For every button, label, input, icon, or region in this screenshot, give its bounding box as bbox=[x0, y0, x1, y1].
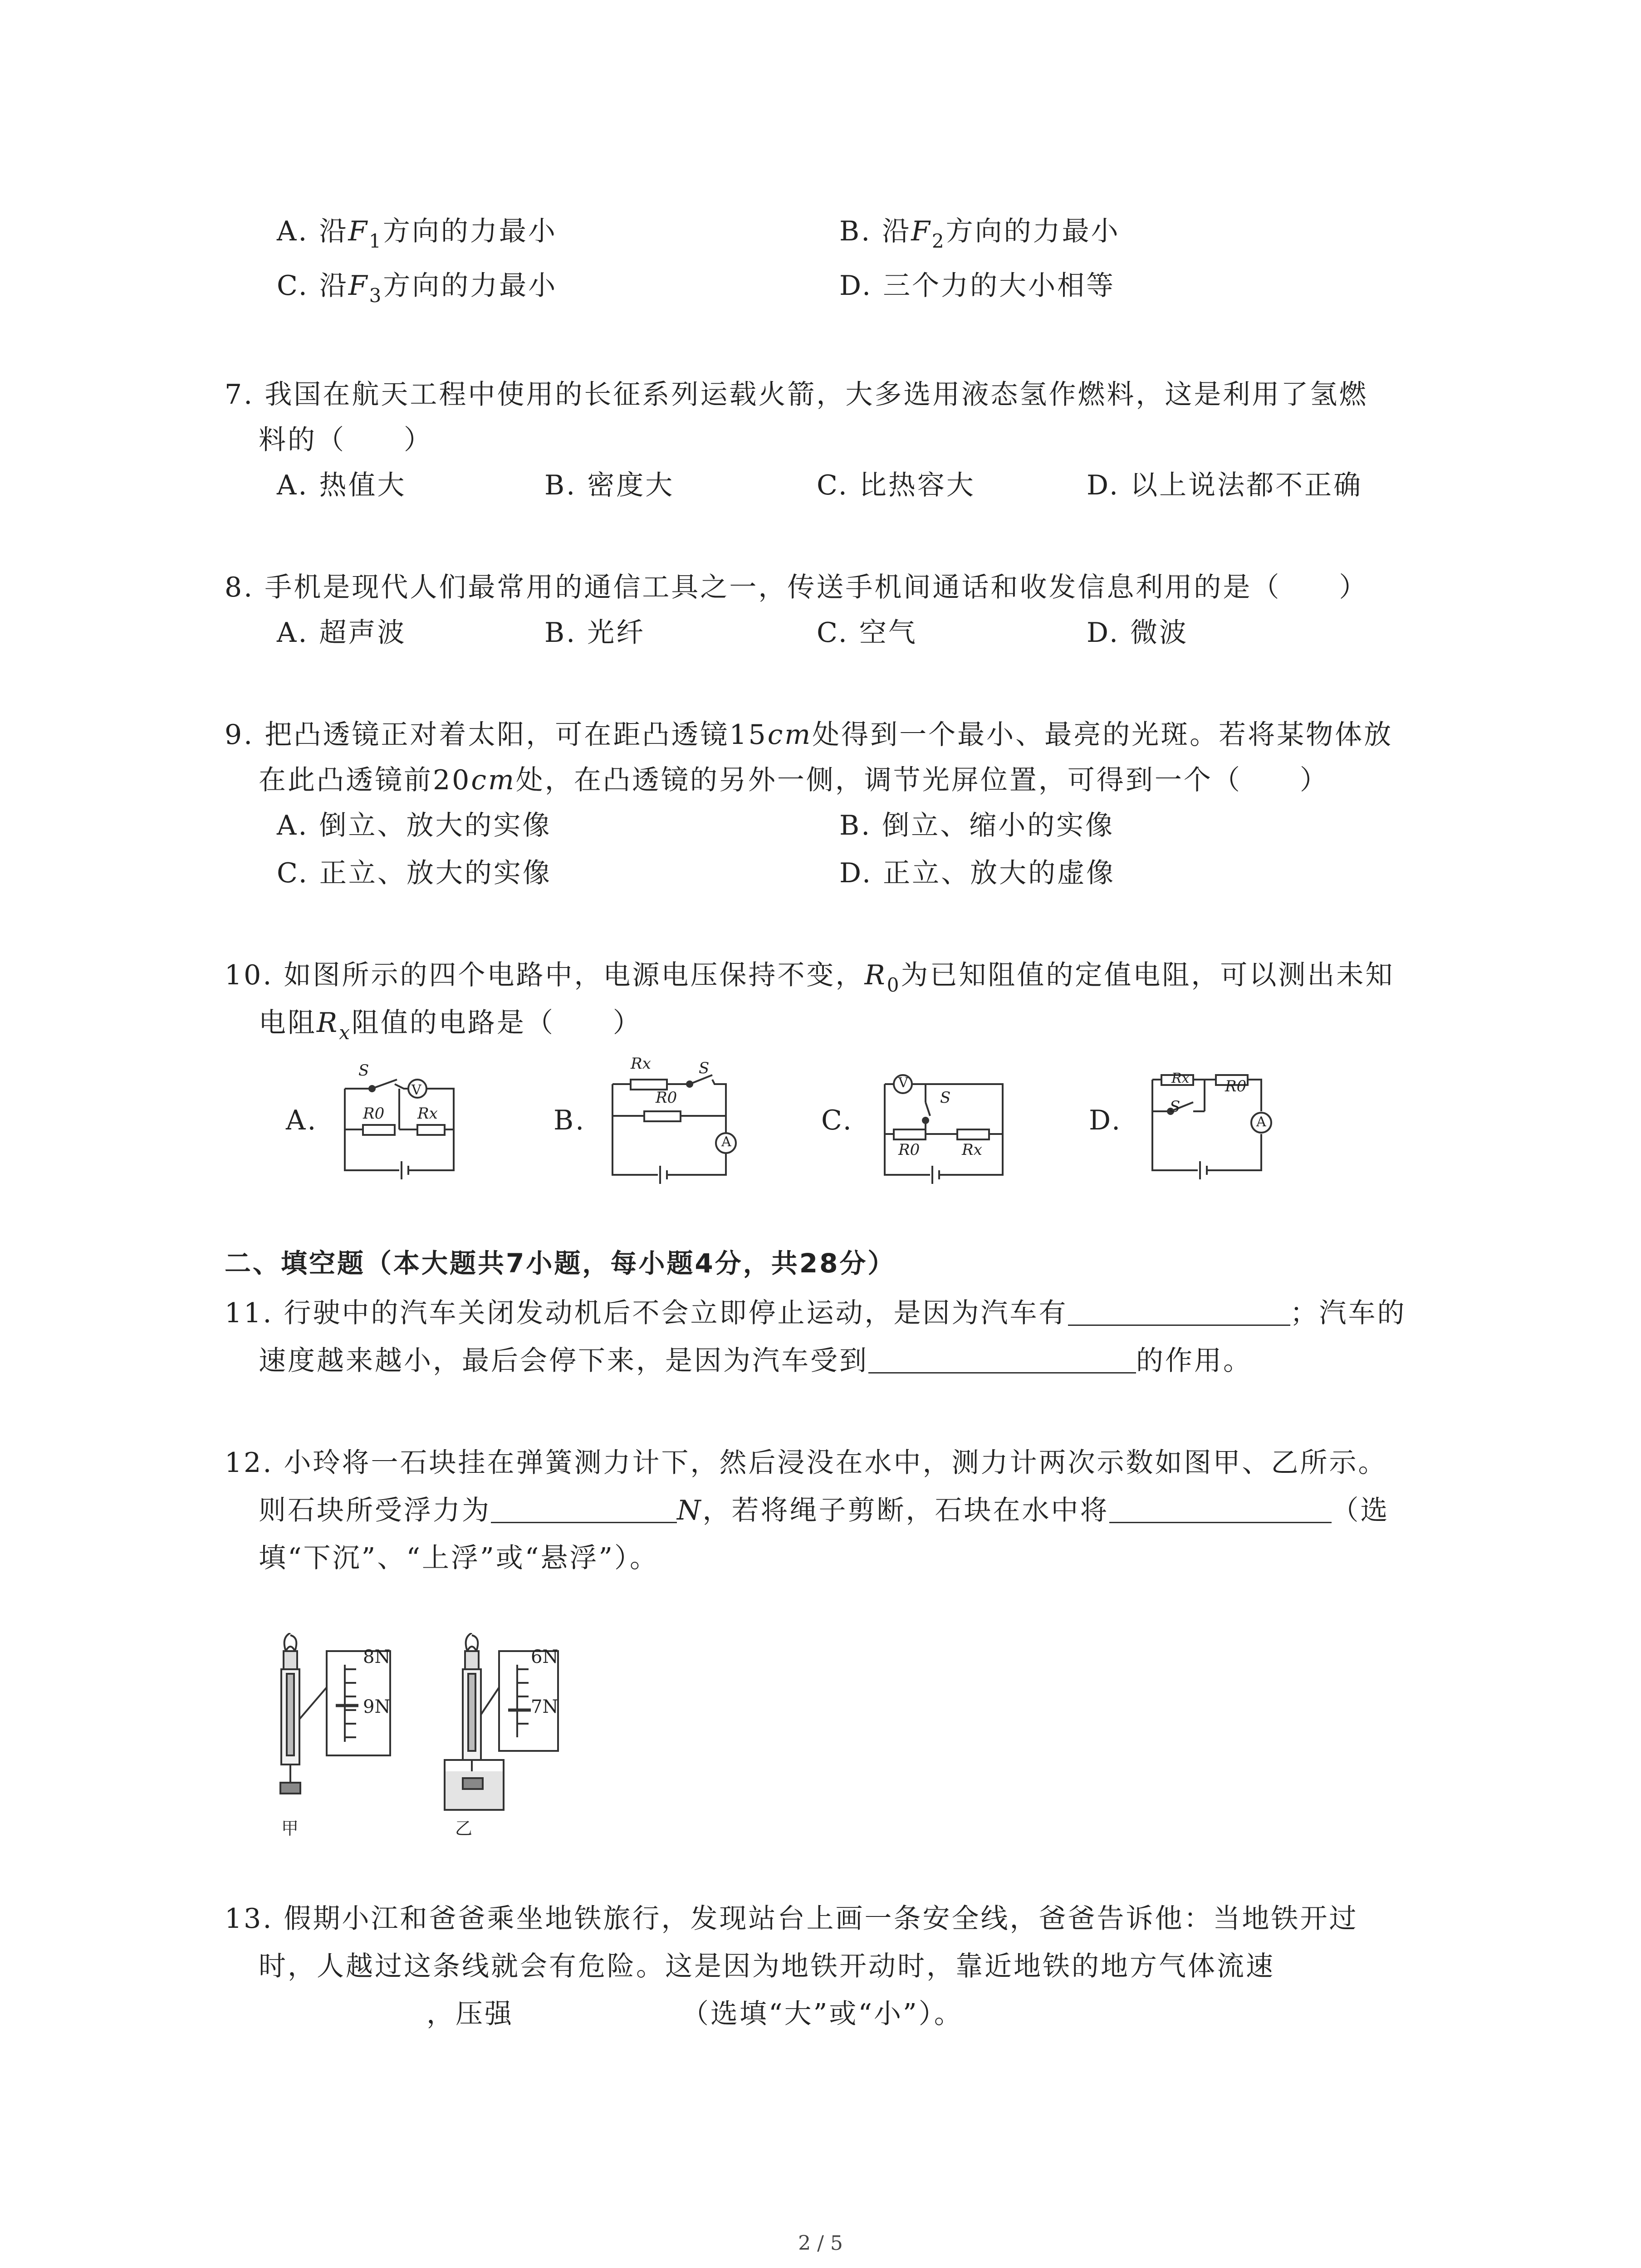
q12-blank-1[interactable] bbox=[491, 1495, 677, 1523]
q13-stem-line2: 时，人越过这条线就会有危险。这是因为地铁开动时，靠近地铁的地方气体流速 bbox=[259, 1950, 1275, 1982]
circuit-a-r0-label: R0 bbox=[363, 1105, 385, 1123]
q10-stem-line2: 电阻$R_x$阻值的电路是（ ） bbox=[259, 1007, 642, 1044]
q7-stem-line1: 7. 我国在航天工程中使用的长征系列运载火箭，大多选用液态氢作燃料，这是利用了氢燃 bbox=[225, 379, 1368, 411]
q9-option-a: A. 倒立、放大的实像 bbox=[277, 810, 552, 841]
q12-stem-line2: 则石块所受浮力为 N，若将绳子剪断，石块在水中将 （选 bbox=[259, 1495, 1390, 1526]
circuit-d-rx-label: Rx bbox=[1171, 1070, 1190, 1086]
q12-jia-bottom-reading: 9N bbox=[363, 1696, 391, 1717]
circuit-c-r0-label: R0 bbox=[898, 1141, 920, 1159]
q12-figure-jia-label: 甲 bbox=[281, 1818, 299, 1838]
q10-option-d-label: D. bbox=[1089, 1105, 1122, 1136]
circuit-c-voltmeter-label: V bbox=[898, 1075, 908, 1091]
q11-stem-line1: 11. 行驶中的汽车关闭发动机后不会立即停止运动，是因为汽车有 ；汽车的 bbox=[225, 1297, 1406, 1329]
circuit-a-voltmeter-label: V bbox=[411, 1082, 421, 1098]
q7-stem-line2: 料的（ ） bbox=[259, 424, 433, 456]
q7-option-a: A. 热值大 bbox=[277, 469, 407, 501]
q13-stem-line3: ，压强 （选填“大”或“小”）。 bbox=[426, 1998, 963, 2030]
q12-stem-line3: 填“下沉”、“上浮”或“悬浮”）。 bbox=[259, 1542, 659, 1574]
q7-option-c: C. 比热容大 bbox=[817, 469, 975, 501]
q12-blank-2[interactable] bbox=[1109, 1495, 1332, 1523]
q9-option-b: B. 倒立、缩小的实像 bbox=[839, 810, 1115, 841]
q9-option-c: C. 正立、放大的实像 bbox=[277, 857, 552, 889]
q8-option-c: C. 空气 bbox=[817, 617, 917, 649]
circuit-b-r0-label: R0 bbox=[656, 1089, 677, 1107]
q9-option-d: D. 正立、放大的虚像 bbox=[839, 857, 1116, 889]
q10-option-c-label: C. bbox=[821, 1105, 853, 1136]
q7-option-b: B. 密度大 bbox=[544, 469, 675, 501]
q11-blank-1[interactable] bbox=[1068, 1297, 1290, 1326]
page-number: 2 / 5 bbox=[798, 2232, 843, 2255]
q10-option-b-label: B. bbox=[554, 1105, 586, 1136]
q6-option-a: A. 沿$F_1$方向的力最小 bbox=[277, 215, 557, 252]
q6-option-d: D. 三个力的大小相等 bbox=[839, 270, 1116, 302]
circuit-c-switch-label: S bbox=[940, 1089, 951, 1107]
q12-figure-yi-label: 乙 bbox=[455, 1818, 473, 1838]
q11-blank-2[interactable] bbox=[868, 1345, 1136, 1374]
q9-stem-line1: 9. 把凸透镜正对着太阳，可在距凸透镜15cm处得到一个最小、最亮的光斑。若将某物体放 bbox=[225, 719, 1393, 751]
circuit-c-diagram bbox=[876, 1057, 1016, 1188]
q12-yi-bottom-reading: 7N bbox=[531, 1696, 558, 1717]
q11-stem-line2: 速度越来越小，最后会停下来，是因为汽车受到 的作用。 bbox=[259, 1345, 1252, 1377]
q8-option-b: B. 光纤 bbox=[544, 617, 646, 649]
circuit-d-switch-label: S bbox=[1170, 1098, 1181, 1116]
q6-option-b: B. 沿$F_2$方向的力最小 bbox=[839, 215, 1120, 252]
q12-yi-top-reading: 6N bbox=[531, 1647, 558, 1667]
q13-stem-line1: 13. 假期小江和爸爸乘坐地铁旅行，发现站台上画一条安全线，爸爸告诉他：当地铁开过 bbox=[225, 1903, 1358, 1935]
circuit-b-ammeter-label: A bbox=[721, 1134, 731, 1150]
q7-option-d: D. 以上说法都不正确 bbox=[1087, 469, 1363, 501]
circuit-a-rx-label: Rx bbox=[417, 1105, 438, 1123]
circuit-b-switch-label: S bbox=[699, 1059, 710, 1077]
circuit-d-ammeter-label: A bbox=[1256, 1114, 1266, 1130]
q12-jia-top-reading: 8N bbox=[363, 1647, 391, 1667]
circuit-a-switch-label: S bbox=[358, 1061, 369, 1080]
q12-stem-line1: 12. 小玲将一石块挂在弹簧测力计下，然后浸没在水中，测力计两次示数如图甲、乙所示。 bbox=[225, 1447, 1387, 1479]
circuit-b-rx-label: Rx bbox=[631, 1055, 651, 1073]
q10-stem-line1: 10. 如图所示的四个电路中，电源电压保持不变，$R_0$为已知阻值的定值电阻，可以测出未知 bbox=[225, 959, 1395, 996]
circuit-c-rx-label: Rx bbox=[962, 1141, 982, 1159]
q10-option-a-label: A. bbox=[286, 1105, 318, 1136]
q8-option-d: D. 微波 bbox=[1087, 617, 1189, 649]
q8-option-a: A. 超声波 bbox=[277, 617, 407, 649]
circuit-a-diagram bbox=[336, 1061, 463, 1184]
circuit-d-r0-label: R0 bbox=[1225, 1077, 1247, 1095]
circuit-b-diagram bbox=[603, 1057, 749, 1188]
q9-stem-line2: 在此凸透镜前20cm处，在凸透镜的另外一侧，调节光屏位置，可得到一个（ ） bbox=[259, 764, 1329, 796]
section-2-heading: 二、填空题（本大题共7小题，每小题4分，共28分） bbox=[225, 1248, 896, 1279]
q8-stem: 8. 手机是现代人们最常用的通信工具之一，传送手机间通话和收发信息利用的是（ ） bbox=[225, 572, 1368, 603]
q6-option-c: C. 沿$F_3$方向的力最小 bbox=[277, 270, 558, 307]
